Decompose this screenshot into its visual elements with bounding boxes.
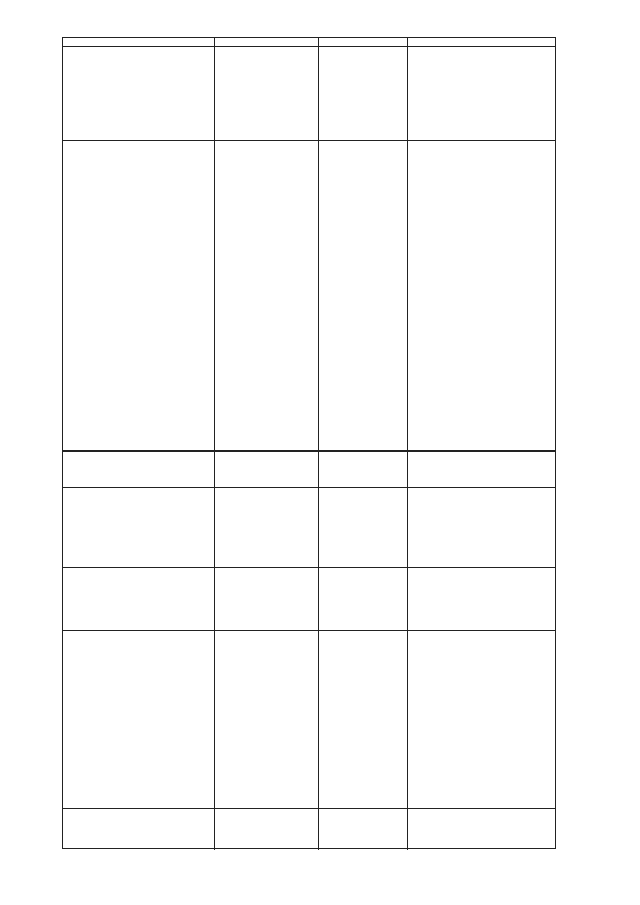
row-divider (63, 808, 555, 809)
row-divider (63, 140, 555, 141)
row-divider (63, 487, 555, 488)
row-divider (63, 630, 555, 631)
column-divider (407, 38, 408, 850)
row-divider (63, 567, 555, 568)
column-divider (318, 38, 319, 850)
row-divider (63, 451, 555, 452)
column-divider (214, 38, 215, 850)
data-table (62, 37, 556, 849)
header-divider (63, 46, 555, 47)
